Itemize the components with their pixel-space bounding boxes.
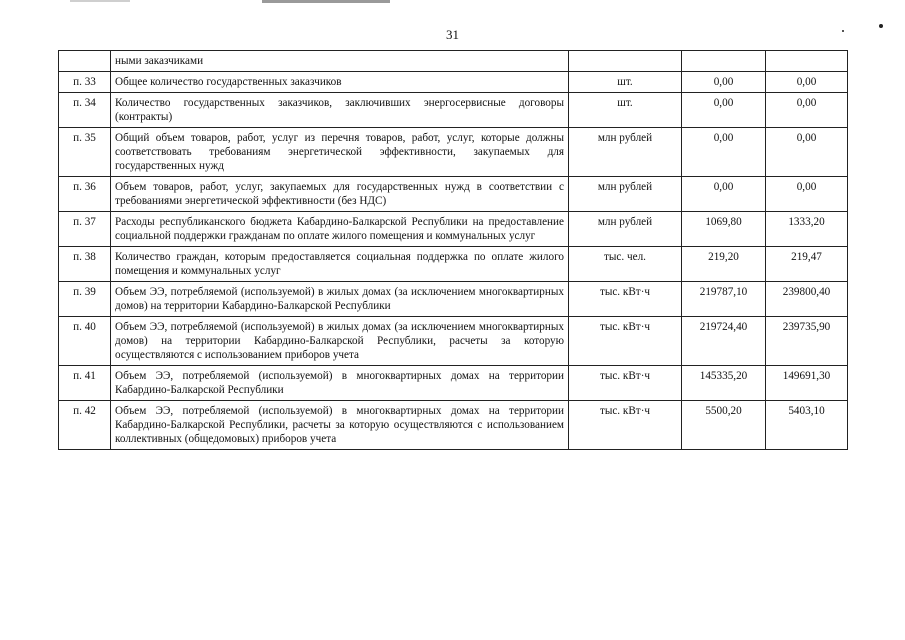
cell-name: Расходы республиканского бюджета Кабардино-Балкарской Республики на предоставление социальной поддержки гражданам по оплате жилого помещения и коммунальных услуг — [111, 212, 569, 247]
cell-value-1: 0,00 — [682, 128, 766, 177]
cell-unit: тыс. чел. — [569, 247, 682, 282]
table-row — [59, 212, 848, 247]
table-row — [59, 401, 848, 450]
cell-name: Количество граждан, которым предоставляется социальная поддержка по оплате жилого помещения и коммунальных услуг — [111, 247, 569, 282]
cell-value-2: 239800,40 — [766, 282, 848, 317]
cell-name: Объем ЭЭ, потребляемой (используемой) в жилых домах (за исключением многоквартирных домов) на территории Кабардино-Балкарской Республики — [111, 282, 569, 317]
cell-name: ными заказчиками — [111, 51, 569, 72]
cell-value-2: 239735,90 — [766, 317, 848, 366]
cell-name: Объем ЭЭ, потребляемой (используемой) в многоквартирных домах на территории Кабардино-Балкарской Республики — [111, 366, 569, 401]
table-row — [59, 93, 848, 128]
cell-value-1: 219,20 — [682, 247, 766, 282]
page-number: 31 — [446, 27, 459, 42]
cell-code: п. 37 — [59, 212, 111, 247]
cell-code: п. 42 — [59, 401, 111, 450]
cell-name: Объем товаров, работ, услуг, закупаемых для государственных нужд в соответствии с требованиями энергетической эффективности (без НДС) — [111, 177, 569, 212]
cell-code: п. 35 — [59, 128, 111, 177]
cell-value-1: 0,00 — [682, 177, 766, 212]
table-row — [59, 317, 848, 366]
cell-value-2: 0,00 — [766, 128, 848, 177]
table-row — [59, 282, 848, 317]
cell-code: п. 39 — [59, 282, 111, 317]
table-body — [59, 51, 848, 450]
indicator-table — [58, 50, 848, 450]
cell-code: п. 34 — [59, 93, 111, 128]
cell-unit: млн рублей — [569, 177, 682, 212]
cell-code: п. 36 — [59, 177, 111, 212]
cell-name: Объем ЭЭ, потребляемой (используемой) в жилых домах (за исключением многоквартирных домов) на территории Кабардино-Балкарской Республики, расчеты за которую осуществляются с использованием приборов учета — [111, 317, 569, 366]
cell-value-2: 0,00 — [766, 93, 848, 128]
cell-unit: тыс. кВт·ч — [569, 282, 682, 317]
cell-value-2: 219,47 — [766, 247, 848, 282]
cell-value-2: 1333,20 — [766, 212, 848, 247]
scan-artifact-left — [70, 0, 130, 2]
cell-value-1 — [682, 51, 766, 72]
cell-value-1: 5500,20 — [682, 401, 766, 450]
cell-unit: шт. — [569, 72, 682, 93]
cell-value-2: 0,00 — [766, 72, 848, 93]
cell-value-2: 5403,10 — [766, 401, 848, 450]
cell-unit — [569, 51, 682, 72]
table-row — [59, 72, 848, 93]
cell-code: п. 38 — [59, 247, 111, 282]
cell-value-1: 145335,20 — [682, 366, 766, 401]
cell-value-2 — [766, 51, 848, 72]
cell-code: п. 33 — [59, 72, 111, 93]
cell-unit: млн рублей — [569, 128, 682, 177]
cell-value-1: 219724,40 — [682, 317, 766, 366]
cell-value-2: 0,00 — [766, 177, 848, 212]
table-row-continuation — [59, 51, 848, 72]
cell-code: п. 40 — [59, 317, 111, 366]
cell-value-1: 0,00 — [682, 93, 766, 128]
table-row — [59, 247, 848, 282]
cell-code: п. 41 — [59, 366, 111, 401]
cell-name: Количество государственных заказчиков, заключивших энергосервисные договоры (контракты) — [111, 93, 569, 128]
cell-value-1: 1069,80 — [682, 212, 766, 247]
cell-value-1: 0,00 — [682, 72, 766, 93]
cell-value-2: 149691,30 — [766, 366, 848, 401]
cell-name: Общий объем товаров, работ, услуг из перечня товаров, работ, услуг, которые должны соответствовать требованиям энергетической эффективности, закупаемых для государственных нужд — [111, 128, 569, 177]
cell-unit: шт. — [569, 93, 682, 128]
cell-unit: тыс. кВт·ч — [569, 401, 682, 450]
cell-name: Объем ЭЭ, потребляемой (используемой) в многоквартирных домах на территории Кабардино-Балкарской Республики, расчеты за которую осуществляются с использованием коллективных (общедомовых) приборов учета — [111, 401, 569, 450]
table-row — [59, 177, 848, 212]
cell-code — [59, 51, 111, 72]
cell-unit: млн рублей — [569, 212, 682, 247]
table-row — [59, 128, 848, 177]
cell-value-1: 219787,10 — [682, 282, 766, 317]
cell-unit: тыс. кВт·ч — [569, 317, 682, 366]
cell-name: Общее количество государственных заказчиков — [111, 72, 569, 93]
scan-artifact-top — [262, 0, 390, 3]
cell-unit: тыс. кВт·ч — [569, 366, 682, 401]
table-row — [59, 366, 848, 401]
